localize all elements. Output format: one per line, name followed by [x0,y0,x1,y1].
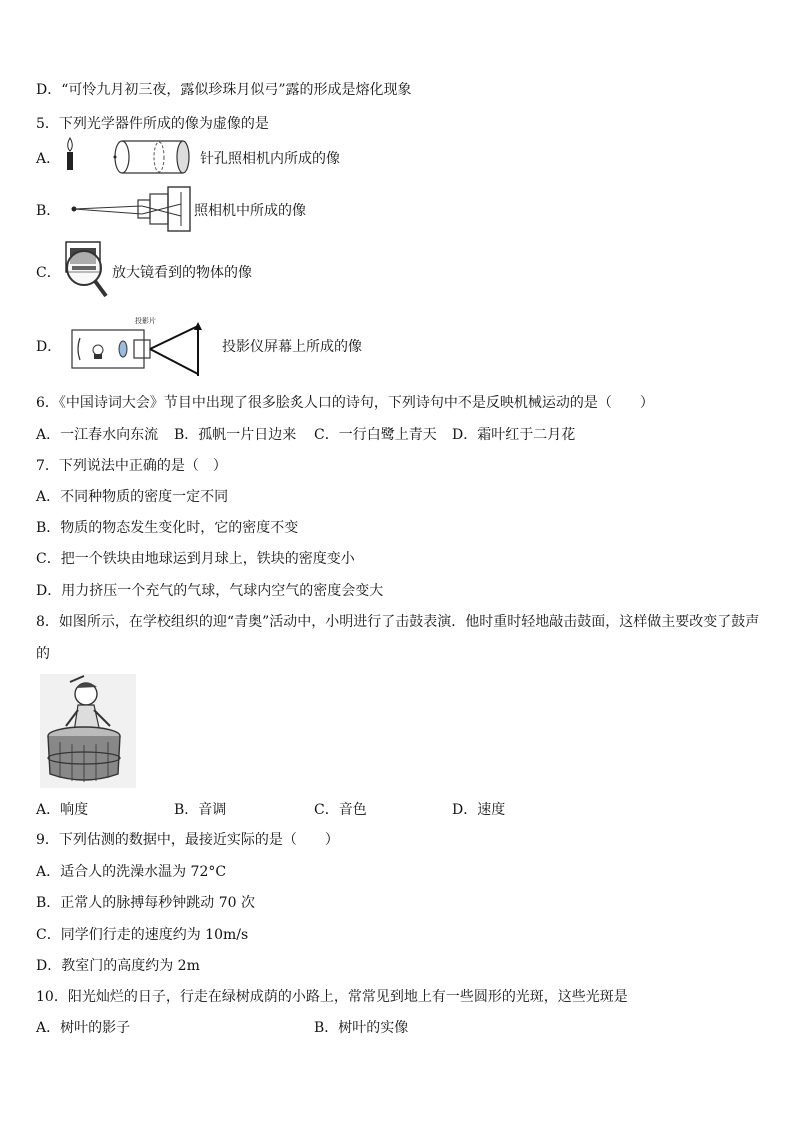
pinhole-camera-figure [60,134,202,180]
q6-option-d: D．霜叶红于二月花 [452,427,576,443]
q4-option-d: D．“可怜九月初三夜，露似珍珠月似弓”露的形成是熔化现象 [36,82,412,98]
q6-stem: 6．《中国诗词大会》节目中出现了很多脍炙人口的诗句，下列诗句中不是反映机械运动的是（ ） [36,395,654,411]
magnifier-figure [58,238,114,302]
drummer-figure [40,674,136,788]
q5-option-c-letter: C． [36,265,61,281]
q9-option-a: A．适合人的洗澡水温为 72°C [36,864,227,880]
q10-stem: 10．阳光灿烂的日子，行走在绿树成荫的小路上，常常见到地上有一些圆形的光斑，这些光斑是 [36,989,628,1005]
q7-option-c: C．把一个铁块由地球运到月球上，铁块的密度变小 [36,551,355,567]
camera-figure [66,184,194,234]
q5-option-d-letter: D． [36,339,62,355]
projector-figure [70,318,206,380]
q6-option-c: C．一行白鹭上青天 [314,427,437,443]
q5-option-d-text: 投影仪屏幕上所成的像 [222,339,362,355]
q8-stem-line2: 的 [36,646,50,662]
projector-tag: 投影片 [135,317,156,325]
q9-option-c: C．同学们行走的速度约为 10m/s [36,927,249,943]
q8-option-b: B．音调 [174,802,227,818]
q7-option-b: B．物质的物态发生变化时，它的密度不变 [36,520,299,536]
q8-option-a: A．响度 [36,802,89,818]
q7-option-a: A．不同种物质的密度一定不同 [36,489,229,505]
q7-option-d: D．用力挤压一个充气的气球，气球内空气的密度会变大 [36,583,384,599]
q9-option-b: B．正常人的脉搏每秒钟跳动 70 次 [36,895,256,911]
q5-option-a-text: 针孔照相机内所成的像 [200,151,340,167]
q9-stem: 9．下列估测的数据中，最接近实际的是（ ） [36,832,339,848]
q6-option-a: A．一江春水向东流 [36,427,159,443]
q9-option-d: D．教室门的高度约为 2m [36,958,200,974]
q5-option-c-text: 放大镜看到的物体的像 [112,265,252,281]
q8-stem-line1: 8．如图所示，在学校组织的迎“青奥”活动中，小明进行了击鼓表演．他时重时轻地敲击鼓面，这样做主要改变了鼓声 [36,614,760,630]
q6-option-b: B．孤帆一片日边来 [174,427,297,443]
q10-option-a: A．树叶的影子 [36,1020,131,1036]
q8-option-c: C．音色 [314,802,367,818]
q5-stem: 5．下列光学器件所成的像为虚像的是 [36,116,269,132]
q5-option-a-letter: A． [36,151,61,167]
q5-option-b-letter: B． [36,203,61,219]
q10-option-b: B．树叶的实像 [314,1020,409,1036]
q7-stem: 7．下列说法中正确的是（ ） [36,458,227,474]
q5-option-b-text: 照相机中所成的像 [194,203,306,219]
q8-option-d: D．速度 [452,802,506,818]
